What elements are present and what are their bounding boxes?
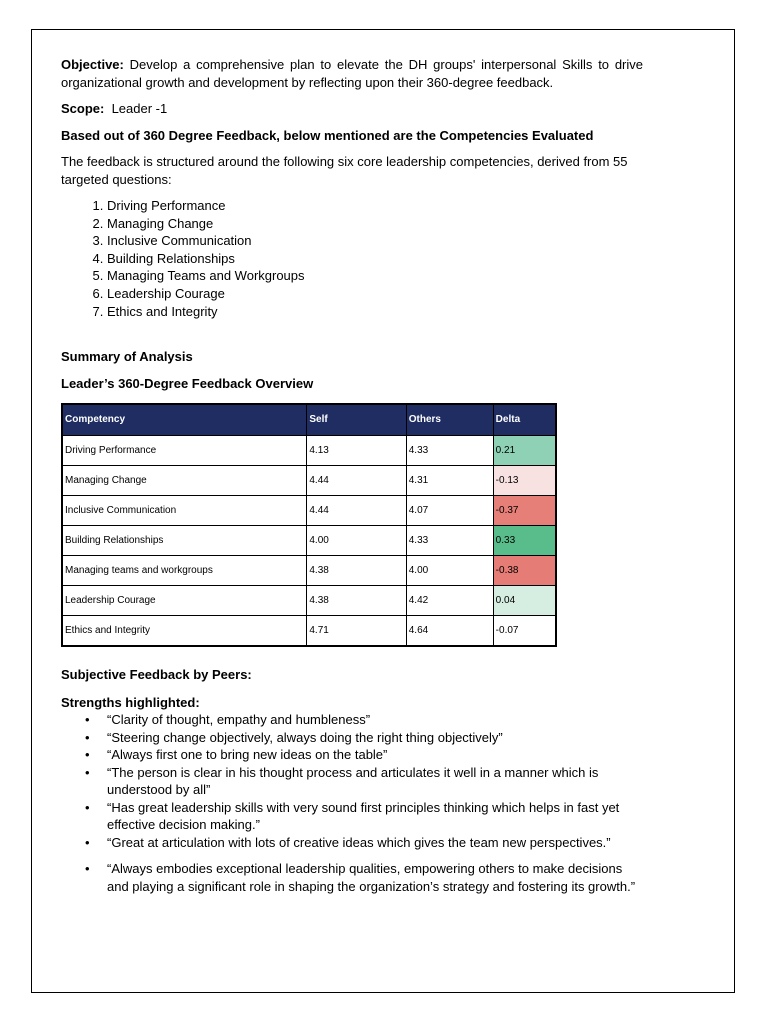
cell-others: 4.33 [406,526,493,556]
list-item: • “Great at articulation with lots of creative ideas which gives the team new perspectives.” [107,834,643,852]
objective-text: Develop a comprehensive plan to elevate the DH groups' interpersonal Skills to drive organizational growth and development by reflecting upon their 360-degree feedback. [61,57,643,90]
list-item: 2. Managing Change [107,215,643,233]
scope-label: Scope: [61,101,105,116]
list-item: 3. Inclusive Communication [107,232,643,250]
header-others: Others [406,404,493,436]
objective-paragraph [61,56,643,91]
feedback-table [61,403,557,647]
cell-self: 4.00 [307,526,406,556]
strengths-heading: Strengths highlighted: [61,694,200,710]
cell-delta: 0.04 [493,586,556,616]
list-item: • “Clarity of thought, empathy and humbleness” [107,711,643,729]
cell-self: 4.38 [307,556,406,586]
list-item: • “The person is clear in his thought process and articulates it well in a manner which is understood by all” [107,764,643,799]
list-item: • “Steering change objectively, always doing the right thing objectively” [107,729,643,747]
intro-paragraph: The feedback is structured around the following six core leadership competencies, derived from 55 targeted questions: [61,154,628,187]
cell-competency: Managing Change [62,466,307,496]
table-row [62,556,556,586]
list-item: • “Always embodies exceptional leadership qualities, empowering others to make decisions and playing a significant role in shaping the organization’s strategy and fostering its growth.” [107,860,643,895]
list-item: 4. Building Relationships [107,250,643,268]
cell-competency: Ethics and Integrity [62,616,307,647]
cell-competency: Building Relationships [62,526,307,556]
table-row [62,466,556,496]
scope-paragraph [61,100,643,118]
cell-others: 4.64 [406,616,493,647]
header-delta: Delta [493,404,556,436]
cell-competency: Driving Performance [62,436,307,466]
cell-others: 4.42 [406,586,493,616]
cell-delta: -0.38 [493,556,556,586]
cell-competency: Leadership Courage [62,586,307,616]
list-item: 1. Driving Performance [107,197,643,215]
peers-heading: Subjective Feedback by Peers: [61,667,252,683]
competencies-heading: Based out of 360 Degree Feedback, below mentioned are the Competencies Evaluated [61,127,594,143]
cell-delta: -0.07 [493,616,556,647]
cell-self: 4.38 [307,586,406,616]
header-competency: Competency [62,404,307,436]
strengths-list [61,711,643,895]
cell-competency: Inclusive Communication [62,496,307,526]
cell-competency: Managing teams and workgroups [62,556,307,586]
cell-self: 4.13 [307,436,406,466]
cell-delta: 0.33 [493,526,556,556]
cell-others: 4.07 [406,496,493,526]
cell-self: 4.71 [307,616,406,647]
table-row [62,526,556,556]
header-self: Self [307,404,406,436]
cell-others: 4.31 [406,466,493,496]
cell-delta: -0.13 [493,466,556,496]
cell-delta: 0.21 [493,436,556,466]
list-item: • “Always first one to bring new ideas on the table” [107,746,643,764]
table-row [62,436,556,466]
scope-text: Leader -1 [104,101,168,116]
summary-heading: Summary of Analysis [61,349,193,365]
list-item: • “Has great leadership skills with very sound first principles thinking which helps in fast yet effective decision making.” [107,799,643,834]
cell-self: 4.44 [307,466,406,496]
table-row [62,586,556,616]
table-row [62,496,556,526]
list-item: 7. Ethics and Integrity [107,303,643,321]
list-item: 6. Leadership Courage [107,285,643,303]
cell-others: 4.00 [406,556,493,586]
overview-heading: Leader’s 360-Degree Feedback Overview [61,375,314,391]
cell-delta: -0.37 [493,496,556,526]
table-row [62,616,556,647]
competency-list [61,197,643,320]
table-header-row [62,404,556,436]
document-body [61,56,643,895]
cell-others: 4.33 [406,436,493,466]
objective-label: Objective: [61,57,124,72]
list-item: 5. Managing Teams and Workgroups [107,267,643,285]
cell-self: 4.44 [307,496,406,526]
